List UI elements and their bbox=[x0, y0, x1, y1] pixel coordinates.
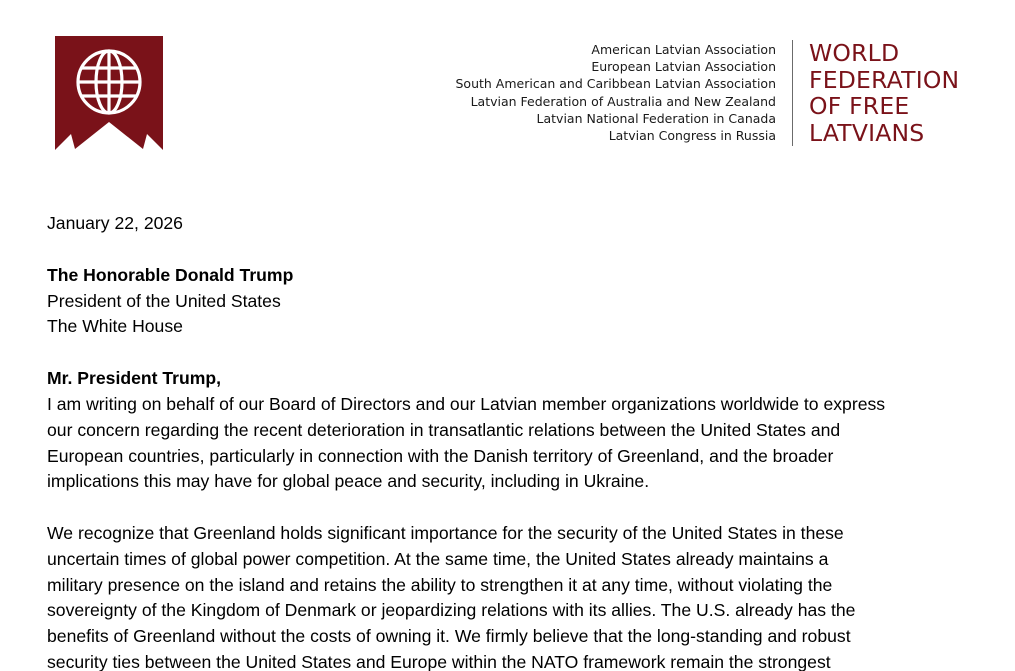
member-org: Latvian National Federation in Canada bbox=[536, 110, 776, 126]
federation-name-line: LATVIANS bbox=[809, 118, 925, 147]
paragraph-line: military presence on the island and retains the ability to strengthen it at any time, without violating the bbox=[47, 574, 833, 595]
paragraph-line: We recognize that Greenland holds significant importance for the security of the United States in these bbox=[47, 522, 844, 543]
member-org: American Latvian Association bbox=[591, 42, 776, 57]
member-organizations-list bbox=[380, 41, 776, 144]
federation-name-line: OF FREE bbox=[809, 92, 910, 120]
recipient-address-line: The White House bbox=[47, 316, 183, 337]
recipient-address bbox=[47, 263, 987, 340]
header-divider bbox=[792, 40, 793, 146]
paragraph-line: implications this may have for global peace and security, including in Ukraine. bbox=[47, 471, 650, 492]
paragraph-line: uncertain times of global power competition. At the same time, the United States already maintains a bbox=[47, 548, 829, 569]
globe-banner-icon bbox=[55, 36, 163, 150]
paragraph-line: security ties between the United States and Europe within the NATO framework remain the strongest bbox=[47, 651, 831, 671]
federation-name-line: WORLD bbox=[809, 39, 900, 67]
letter-date: January 22, 2026 bbox=[47, 213, 183, 233]
recipient-title: President of the United States bbox=[47, 290, 281, 311]
paragraph-line: sovereignty of the Kingdom of Denmark or jeopardizing relations with its allies. The U.S. already has the bbox=[47, 600, 856, 621]
paragraph-line: benefits of Greenland without the costs of owning it. We firmly believe that the long-standing and robust bbox=[47, 626, 851, 647]
member-org: Latvian Congress in Russia bbox=[608, 128, 776, 144]
federation-name-line: FEDERATION bbox=[809, 65, 960, 94]
recipient-name: The Honorable Donald Trump bbox=[47, 264, 294, 285]
paragraph-line: European countries, particularly in connection with the Danish territory of Greenland, and the broader bbox=[47, 445, 834, 466]
letter-body bbox=[47, 211, 987, 671]
member-org: European Latvian Association bbox=[591, 59, 776, 75]
paragraph bbox=[47, 392, 987, 495]
paragraph bbox=[47, 521, 987, 671]
paragraph-line: I am writing on behalf of our Board of Directors and our Latvian member organizations worldwide to express bbox=[47, 393, 886, 414]
federation-name bbox=[809, 40, 1009, 146]
member-org: Latvian Federation of Australia and New Zealand bbox=[470, 93, 776, 109]
salutation: Mr. President Trump, bbox=[47, 368, 222, 389]
member-org: South American and Caribbean Latvian Association bbox=[455, 76, 776, 92]
paragraph-line: our concern regarding the recent deterioration in transatlantic relations between the United States and bbox=[47, 419, 841, 440]
